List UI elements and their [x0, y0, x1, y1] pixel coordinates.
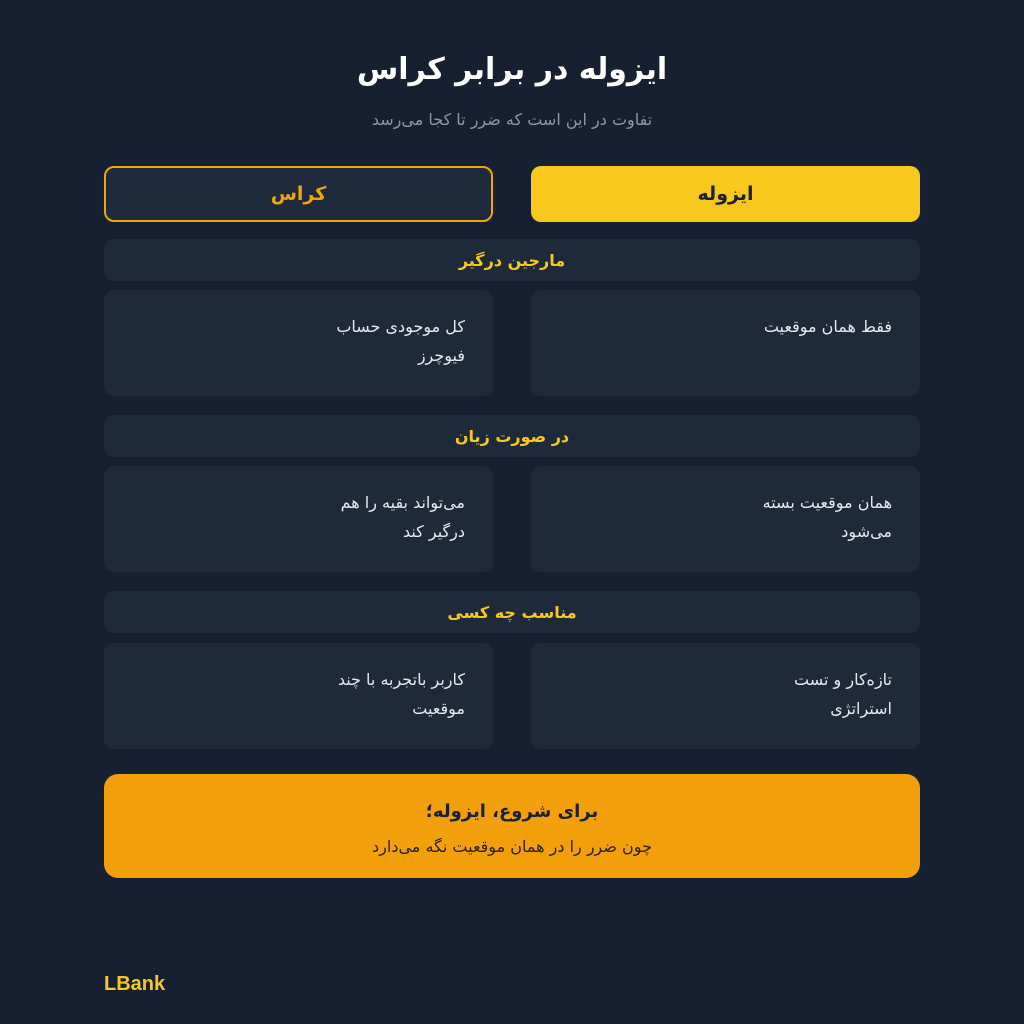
card-line: همان موقعیت بسته	[762, 493, 892, 512]
card-cross-suitable	[104, 643, 493, 749]
card-cross-loss	[104, 466, 493, 572]
card-line: کاربر باتجربه با چند	[337, 670, 465, 689]
cta-title: برای شروع، ایزوله؛	[425, 801, 599, 822]
card-line: درگیر کند	[402, 522, 465, 541]
card-line: فقط همان موقعیت	[763, 317, 892, 336]
card-isolated-margin	[531, 290, 920, 396]
section-header-suitable: مناسب چه کسی	[104, 591, 920, 633]
tab-cross[interactable]: کراس	[104, 166, 493, 222]
cta-banner	[104, 774, 920, 878]
card-isolated-suitable	[531, 643, 920, 749]
brand-logo: LBank	[104, 973, 166, 995]
card-line: کل موجودی حساب	[336, 317, 465, 336]
cta-text: چون ضرر را در همان موقعیت نگه می‌دارد	[372, 837, 652, 856]
card-isolated-loss	[531, 466, 920, 572]
card-line: تازه‌کار و تست	[794, 670, 892, 689]
card-line: می‌شود	[841, 522, 892, 541]
page-title: ایزوله در برابر کراس	[356, 52, 668, 87]
section-header-loss: در صورت زیان	[104, 415, 920, 457]
card-cross-margin	[104, 290, 493, 396]
section-header-margin: مارجین درگیر	[104, 239, 920, 281]
card-line: می‌تواند بقیه را هم	[340, 493, 465, 512]
card-line: موقعیت	[412, 699, 465, 718]
card-line: استراتژی	[830, 699, 892, 718]
tab-isolated[interactable]: ایزوله	[531, 166, 920, 222]
page-subtitle: تفاوت در این است که ضرر تا کجا می‌رسد	[371, 110, 653, 129]
card-line: فیوچرز	[417, 346, 465, 365]
